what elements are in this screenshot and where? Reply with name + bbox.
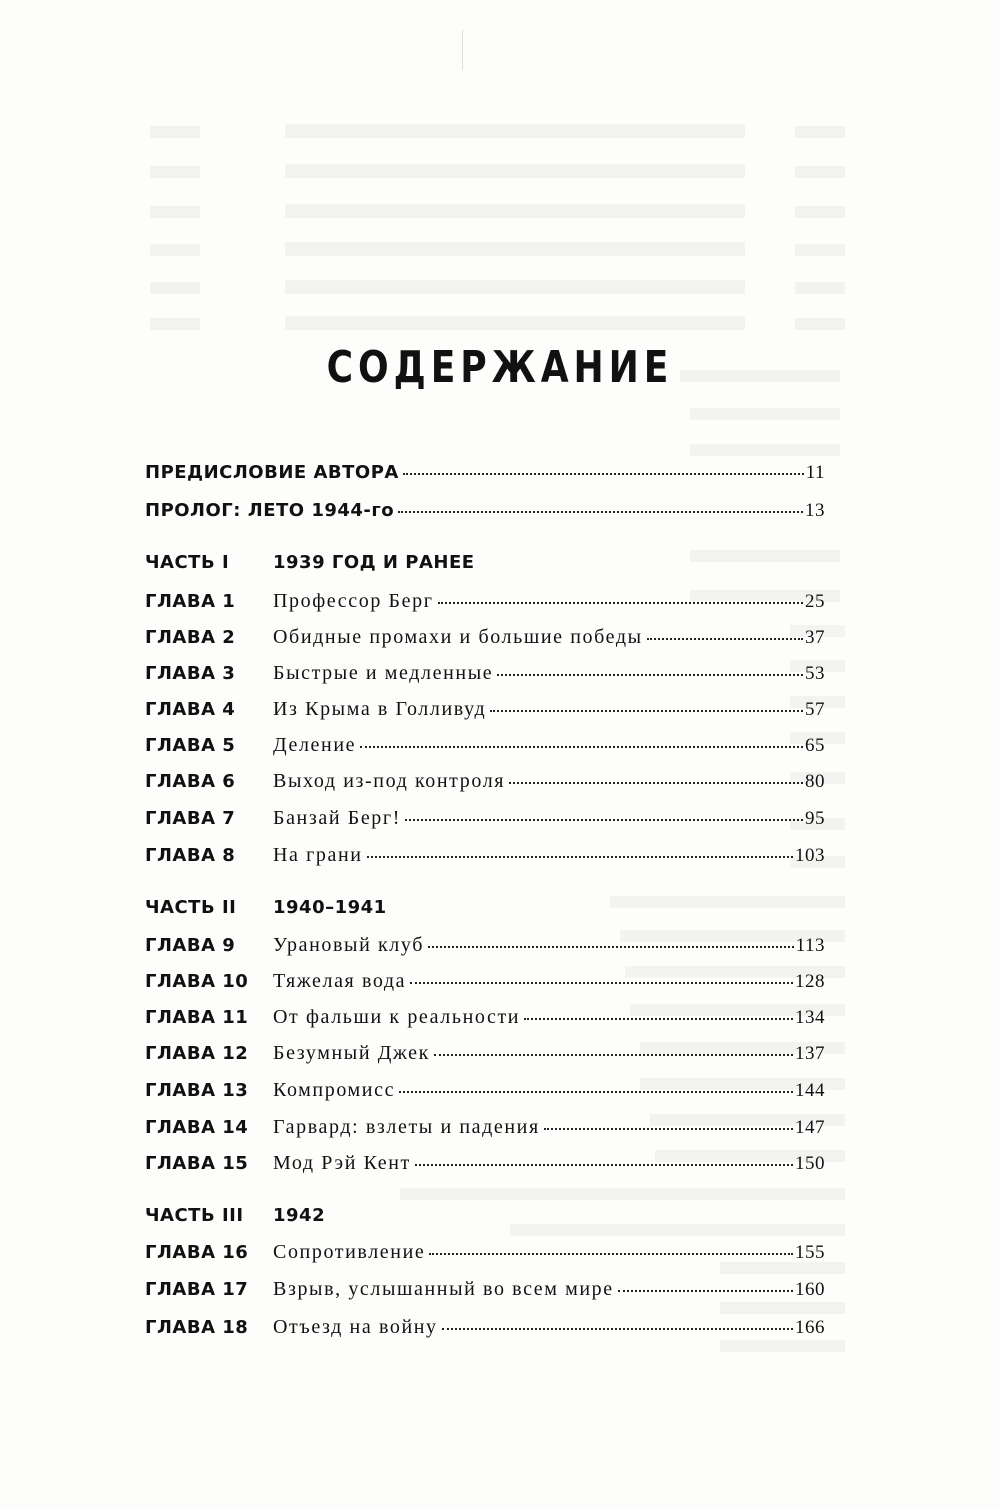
page-number: 155 xyxy=(795,1242,825,1263)
chapter-title: Выход из-под контроля xyxy=(273,770,506,792)
chapter-title: Банзай Берг! xyxy=(273,807,401,829)
page-number: 144 xyxy=(795,1080,825,1101)
chapter-title: Взрыв, услышанный во всем мире xyxy=(273,1278,614,1300)
chapter-label: ГЛАВА 15 xyxy=(145,1153,249,1174)
chapter-label: ГЛАВА 12 xyxy=(145,1043,249,1064)
page-number: 57 xyxy=(805,699,825,720)
chapter-title: Сопротивление xyxy=(273,1241,426,1263)
part-label: ЧАСТЬ II xyxy=(145,897,237,918)
chapter-title: Отъезд на войну xyxy=(273,1316,438,1338)
dot-leader xyxy=(524,1018,793,1020)
toc-chapter-entry[interactable] xyxy=(145,1116,825,1148)
toc-chapter-entry[interactable] xyxy=(145,1316,825,1348)
chapter-label: ГЛАВА 17 xyxy=(145,1279,249,1300)
toc-chapter-entry[interactable] xyxy=(145,1278,825,1310)
entry-title: ПРЕДИСЛОВИЕ АВТОРА xyxy=(145,462,399,483)
toc-chapter-entry[interactable] xyxy=(145,1241,825,1273)
dot-leader xyxy=(490,710,803,712)
toc-chapter-entry[interactable] xyxy=(145,807,825,839)
dot-leader xyxy=(428,946,794,948)
chapter-title: Гарвард: взлеты и падения xyxy=(273,1116,540,1138)
page-number: 128 xyxy=(795,971,825,992)
page-title: СОДЕРЖАНИЕ xyxy=(326,342,674,393)
dot-leader xyxy=(415,1164,793,1166)
page-number: 137 xyxy=(795,1043,825,1064)
dot-leader xyxy=(497,674,803,676)
chapter-label: ГЛАВА 2 xyxy=(145,627,236,648)
toc-part-heading xyxy=(145,552,825,584)
toc-part-heading xyxy=(145,1205,825,1237)
chapter-title: Урановый клуб xyxy=(273,934,424,956)
page-number: 80 xyxy=(805,771,825,792)
chapter-title: Профессор Берг xyxy=(273,590,434,612)
page-number: 134 xyxy=(795,1007,825,1028)
chapter-label: ГЛАВА 6 xyxy=(145,771,236,792)
chapter-label: ГЛАВА 9 xyxy=(145,935,236,956)
dot-leader xyxy=(405,819,803,821)
page-number: 53 xyxy=(805,663,825,684)
dot-leader xyxy=(434,1054,793,1056)
dot-leader xyxy=(429,1253,793,1255)
chapter-title: Мод Рэй Кент xyxy=(273,1152,411,1174)
dot-leader xyxy=(544,1128,793,1130)
dot-leader xyxy=(360,746,803,748)
toc-chapter-entry[interactable] xyxy=(145,590,825,622)
page-number: 25 xyxy=(805,591,825,612)
chapter-label: ГЛАВА 1 xyxy=(145,591,236,612)
dot-leader xyxy=(647,638,803,640)
chapter-title: Деление xyxy=(273,734,357,756)
toc-chapter-entry[interactable] xyxy=(145,698,825,730)
chapter-title: Обидные промахи и большие победы xyxy=(273,626,643,648)
page-number: 13 xyxy=(805,500,825,521)
toc-chapter-entry[interactable] xyxy=(145,662,825,694)
toc-chapter-entry[interactable] xyxy=(145,970,825,1002)
toc-chapter-entry[interactable] xyxy=(145,770,825,802)
dot-leader xyxy=(403,473,804,475)
chapter-label: ГЛАВА 11 xyxy=(145,1007,249,1028)
chapter-label: ГЛАВА 8 xyxy=(145,845,236,866)
dot-leader xyxy=(367,856,793,858)
part-title: 1942 xyxy=(273,1205,326,1226)
chapter-label: ГЛАВА 10 xyxy=(145,971,249,992)
page-number: 150 xyxy=(795,1153,825,1174)
page-number: 95 xyxy=(805,808,825,829)
page-number: 160 xyxy=(795,1279,825,1300)
chapter-label: ГЛАВА 16 xyxy=(145,1242,249,1263)
page-number: 37 xyxy=(805,627,825,648)
chapter-label: ГЛАВА 13 xyxy=(145,1080,249,1101)
chapter-title: Быстрые и медленные xyxy=(273,662,494,684)
chapter-label: ГЛАВА 18 xyxy=(145,1317,249,1338)
toc-part-heading xyxy=(145,897,825,929)
chapter-label: ГЛАВА 4 xyxy=(145,699,236,720)
chapter-title: Из Крыма в Голливуд xyxy=(273,698,487,720)
toc-chapter-entry[interactable] xyxy=(145,1152,825,1184)
page-number: 103 xyxy=(795,845,825,866)
chapter-title: Компромисс xyxy=(273,1079,396,1101)
toc-chapter-entry[interactable] xyxy=(145,1042,825,1074)
entry-title: ПРОЛОГ: ЛЕТО 1944-го xyxy=(145,500,395,521)
part-label: ЧАСТЬ I xyxy=(145,552,230,573)
chapter-label: ГЛАВА 5 xyxy=(145,735,236,756)
toc-chapter-entry[interactable] xyxy=(145,844,825,876)
dot-leader xyxy=(438,602,804,604)
page-number: 147 xyxy=(795,1117,825,1138)
page-number: 113 xyxy=(795,935,825,956)
page-number: 166 xyxy=(795,1317,825,1338)
chapter-title: На грани xyxy=(273,844,363,866)
chapter-label: ГЛАВА 7 xyxy=(145,808,236,829)
toc-entry-prologue[interactable] xyxy=(145,500,825,532)
dot-leader xyxy=(399,1091,793,1093)
page-number: 65 xyxy=(805,735,825,756)
toc-chapter-entry[interactable] xyxy=(145,1079,825,1111)
chapter-label: ГЛАВА 14 xyxy=(145,1117,249,1138)
toc-chapter-entry[interactable] xyxy=(145,934,825,966)
part-title: 1940–1941 xyxy=(273,897,387,918)
toc-chapter-entry[interactable] xyxy=(145,1006,825,1038)
dot-leader xyxy=(442,1328,793,1330)
chapter-title: Тяжелая вода xyxy=(273,970,407,992)
chapter-title: От фальши к реальности xyxy=(273,1006,521,1028)
part-title: 1939 ГОД И РАНЕЕ xyxy=(273,552,475,573)
chapter-title: Безумный Джек xyxy=(273,1042,430,1064)
toc-entry-preface[interactable] xyxy=(145,462,825,494)
toc-chapter-entry[interactable] xyxy=(145,734,825,766)
page-crease xyxy=(462,30,463,70)
dot-leader xyxy=(410,982,793,984)
part-label: ЧАСТЬ III xyxy=(145,1205,244,1226)
chapter-label: ГЛАВА 3 xyxy=(145,663,236,684)
page-number: 11 xyxy=(805,462,825,483)
toc-chapter-entry[interactable] xyxy=(145,626,825,658)
dot-leader xyxy=(618,1290,793,1292)
dot-leader xyxy=(398,511,803,513)
dot-leader xyxy=(509,782,803,784)
